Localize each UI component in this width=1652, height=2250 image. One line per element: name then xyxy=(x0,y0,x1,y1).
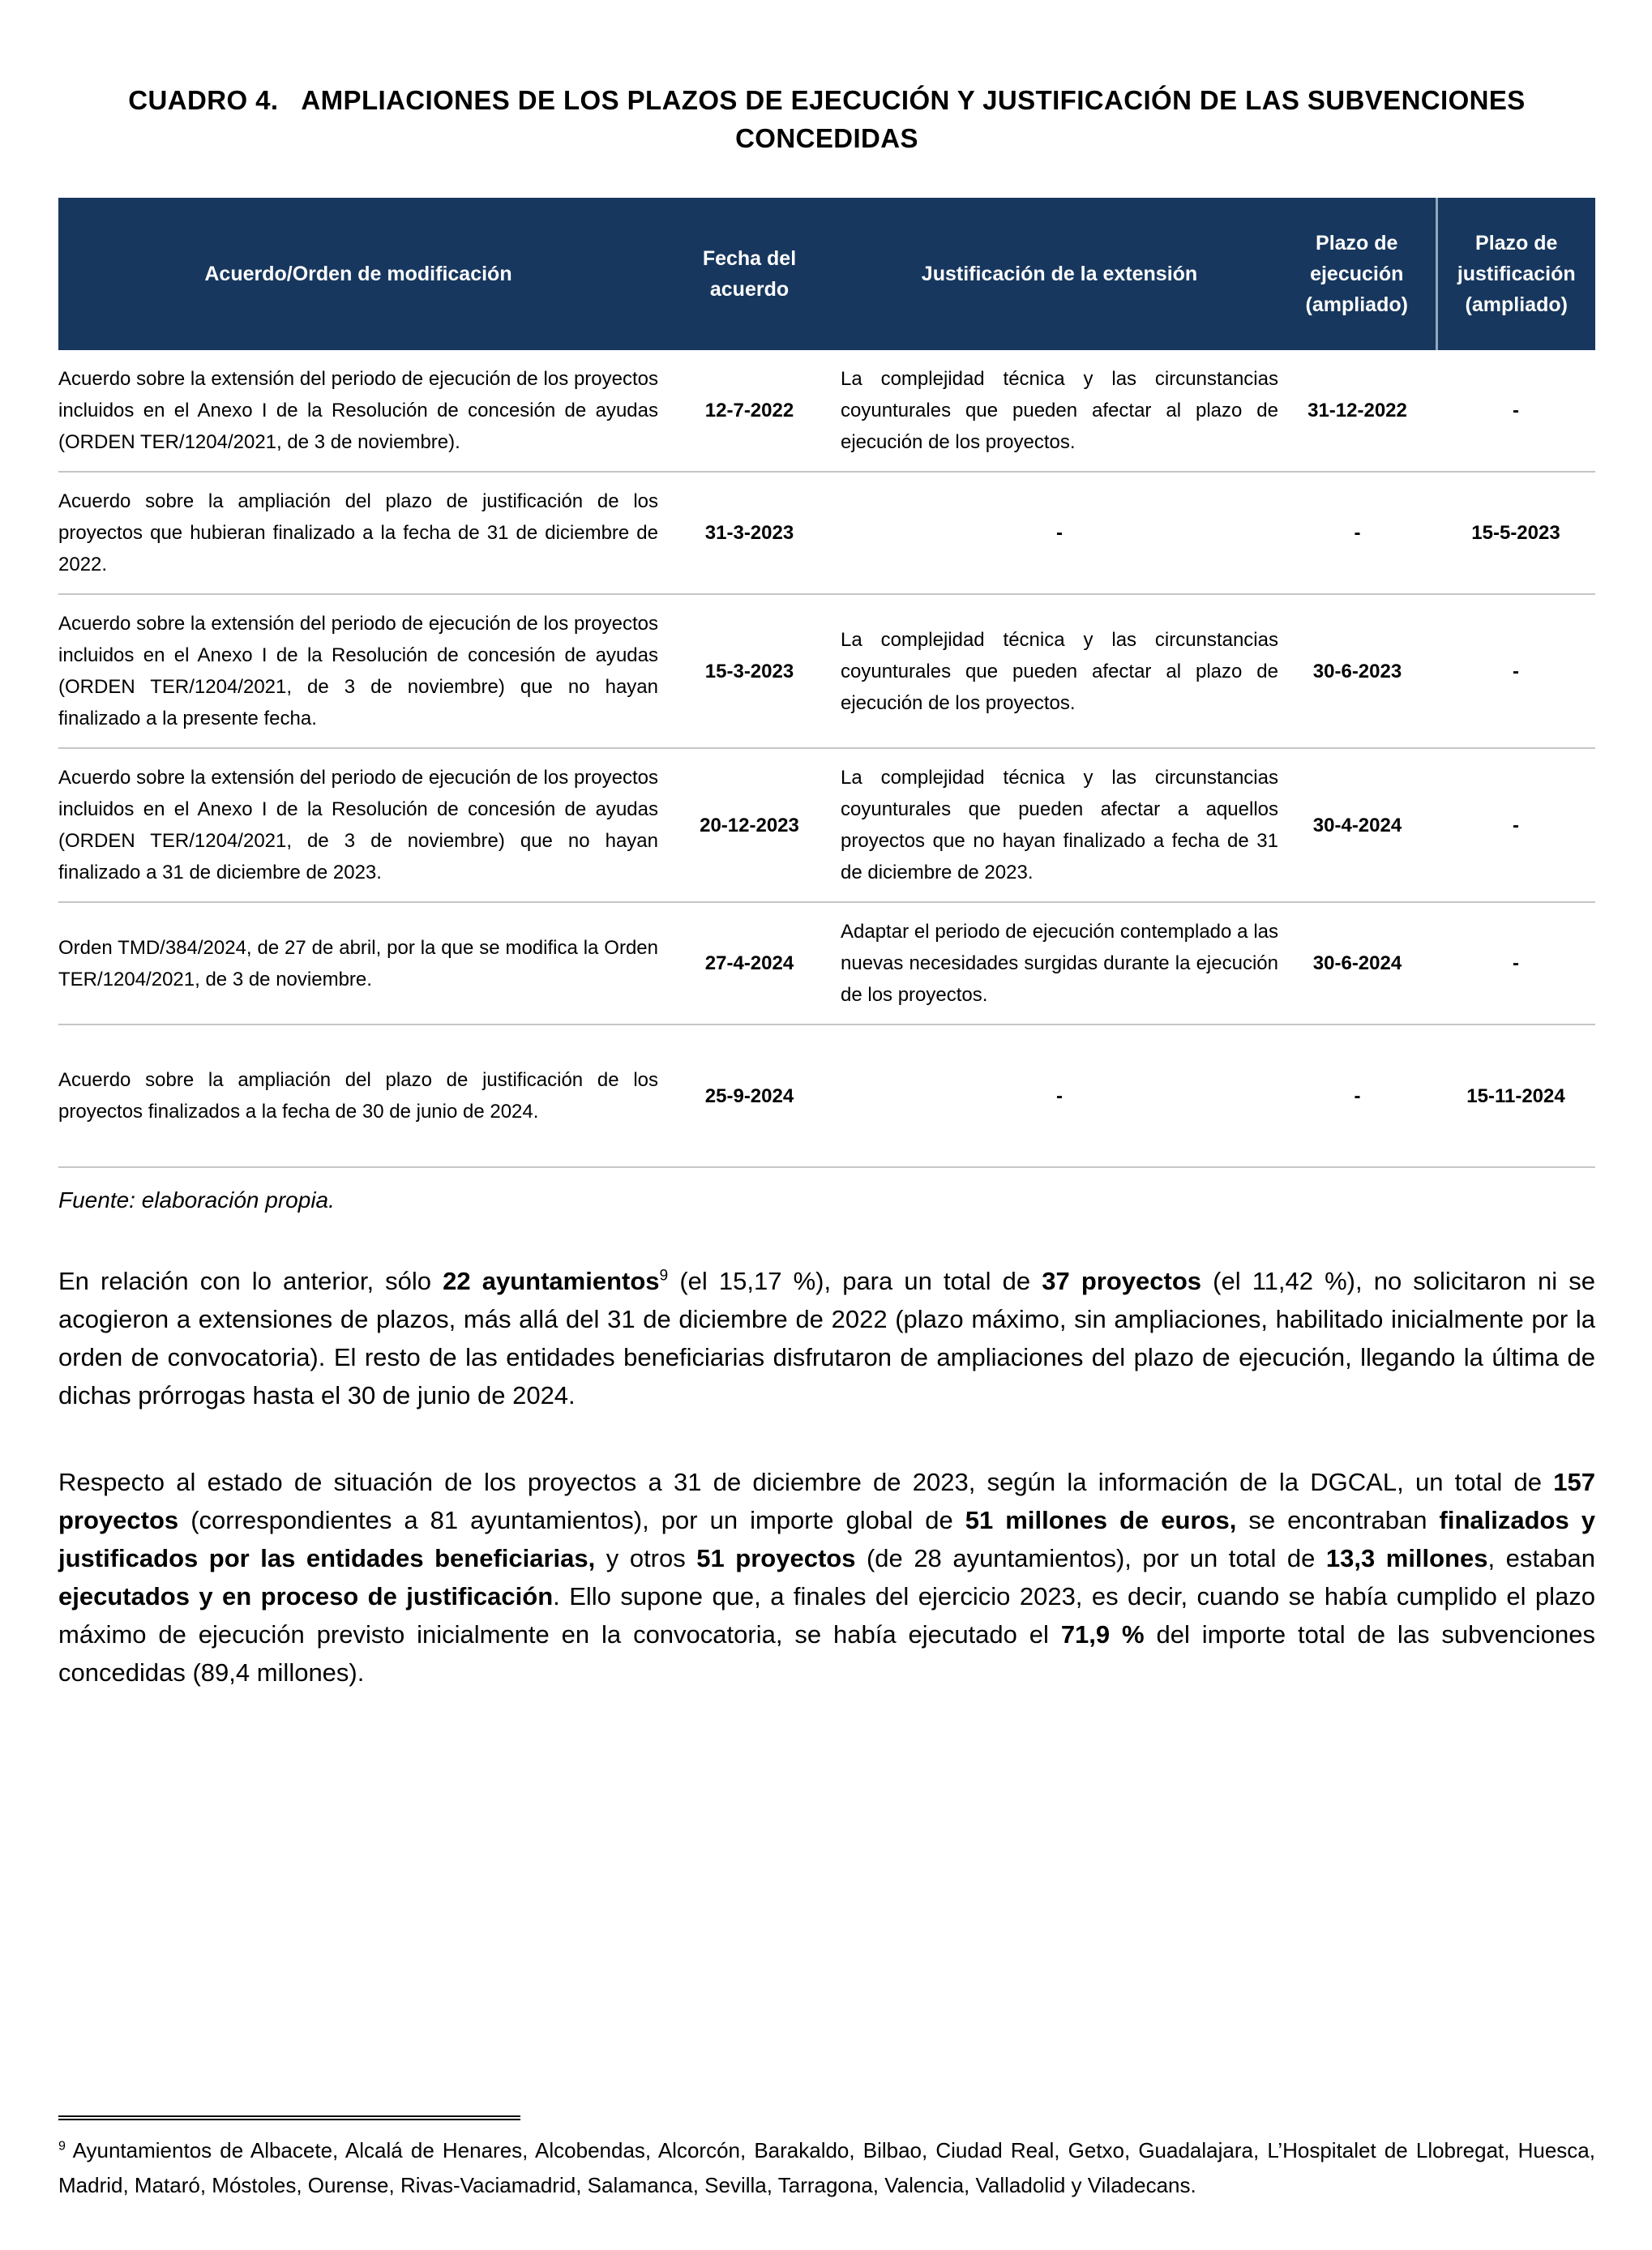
text-run: En relación con lo anterior, sólo xyxy=(58,1267,443,1295)
cell-acuerdo: Acuerdo sobre la extensión del periodo de ejecución de los proyectos incluidos en el Anexo I de la Resolución de concesión de ayudas (ORDEN TER/1204/2021, de 3 de noviembre). xyxy=(58,350,658,472)
cell-plazo_ejecucion: - xyxy=(1278,472,1436,594)
table-row xyxy=(58,748,1595,902)
footnote-separator-rule xyxy=(58,2115,520,2120)
cell-plazo_ejecucion: 30-4-2024 xyxy=(1278,748,1436,902)
cell-plazo_justificacion: - xyxy=(1436,350,1595,472)
text-run: , estaban xyxy=(1487,1544,1595,1572)
cell-fecha: 15-3-2023 xyxy=(658,594,841,748)
bold-text-run: 22 ayuntamientos xyxy=(443,1267,660,1295)
cell-plazo_justificacion: 15-5-2023 xyxy=(1436,472,1595,594)
table-header-row xyxy=(58,198,1595,350)
bold-text-run: 157 proyectos xyxy=(58,1468,1595,1534)
cell-fecha: 20-12-2023 xyxy=(658,748,841,902)
cell-acuerdo: Acuerdo sobre la ampliación del plazo de justificación de los proyectos finalizados a la fecha de 30 de junio de 2024. xyxy=(58,1024,658,1167)
page-title xyxy=(58,81,1595,157)
bold-text-run: 51 proyectos xyxy=(696,1544,856,1572)
superscript-ref: 9 xyxy=(659,1267,669,1285)
bold-text-run: 71,9 % xyxy=(1060,1620,1145,1649)
table-row xyxy=(58,472,1595,594)
cell-justificacion: Adaptar el periodo de ejecución contemplado a las nuevas necesidades surgidas durante la ejecución de los proyectos. xyxy=(841,902,1278,1024)
table-row xyxy=(58,902,1595,1024)
column-header-acuerdo: Acuerdo/Orden de modificación xyxy=(58,198,658,350)
text-run: (de 28 ayuntamientos), por un total de xyxy=(855,1544,1326,1572)
cell-plazo_ejecucion: 31-12-2022 xyxy=(1278,350,1436,472)
text-run: (el 15,17 %), para un total de xyxy=(668,1267,1042,1295)
bold-text-run: ejecutados y en proceso de justificación xyxy=(58,1582,554,1611)
cell-fecha: 31-3-2023 xyxy=(658,472,841,594)
bold-text-run: 51 millones de euros, xyxy=(965,1506,1237,1534)
table-number-label: CUADRO 4. xyxy=(128,85,279,115)
cell-justificacion: La complejidad técnica y las circunstancias coyunturales que pueden afectar al plazo de ejecución de los proyectos. xyxy=(841,350,1278,472)
text-run: (correspondientes a 81 ayuntamientos), por un importe global de xyxy=(178,1506,965,1534)
cell-plazo_justificacion: - xyxy=(1436,594,1595,748)
bold-text-run: finalizados y justificados por las entidades beneficiarias, xyxy=(58,1506,1595,1572)
cell-justificacion: La complejidad técnica y las circunstancias coyunturales que pueden afectar a aquellos proyectos que no hayan finalizado a fecha de 31 de diciembre de 2023. xyxy=(841,748,1278,902)
column-header-plazo_ejecucion: Plazo de ejecución (ampliado) xyxy=(1278,198,1436,350)
cell-acuerdo: Acuerdo sobre la extensión del periodo de ejecución de los proyectos incluidos en el Anexo I de la Resolución de concesión de ayudas (ORDEN TER/1204/2021, de 3 de noviembre) que no hayan finalizado a 31 de diciembre de 2023. xyxy=(58,748,658,902)
table-row xyxy=(58,350,1595,472)
cell-plazo_ejecucion: 30-6-2023 xyxy=(1278,594,1436,748)
source-note: Fuente: elaboración propia. xyxy=(58,1187,335,1213)
table-row xyxy=(58,594,1595,748)
subsidies-table xyxy=(58,198,1595,1168)
cell-acuerdo: Acuerdo sobre la ampliación del plazo de justificación de los proyectos que hubieran finalizado a la fecha de 31 de diciembre de 2022. xyxy=(58,472,658,594)
cell-plazo_justificacion: - xyxy=(1436,902,1595,1024)
cell-justificacion: - xyxy=(841,1024,1278,1167)
cell-acuerdo: Orden TMD/384/2024, de 27 de abril, por la que se modifica la Orden TER/1204/2021, de 3 de noviembre. xyxy=(58,902,658,1024)
body-paragraph-1 xyxy=(58,1262,1595,1414)
table-row xyxy=(58,1024,1595,1167)
bold-text-run: 13,3 millones xyxy=(1325,1544,1488,1572)
text-run: (el 11,42 %), no solicitaron ni se acogieron a extensiones de plazos, más allá del 31 de diciembre de 2022 (plazo máximo, sin ampliaciones, habilitado inicialmente por la orden de convocatoria). El resto de las entidades beneficiarias disfrutaron de ampliaciones del plazo de ejecución, llegando la última de dichas prórrogas hasta el 30 de junio de 2024. xyxy=(58,1267,1595,1409)
table-body xyxy=(58,350,1595,1167)
footnote-text xyxy=(58,2133,1595,2203)
footnote-section xyxy=(58,2115,1595,2203)
cell-fecha: 27-4-2024 xyxy=(658,902,841,1024)
column-header-plazo_justificacion: Plazo de justificación (ampliado) xyxy=(1436,198,1595,350)
table-head xyxy=(58,198,1595,350)
text-run: . Ello supone que, a finales del ejercicio 2023, es decir, cuando se había cumplido el plazo máximo de ejecución previsto inicialmente en la convocatoria, se había ejecutado el xyxy=(58,1582,1595,1649)
text-run: se encontraban xyxy=(1236,1506,1440,1534)
text-run: y otros xyxy=(595,1544,697,1572)
text-run: Ayuntamientos de Albacete, Alcalá de Henares, Alcobendas, Alcorcón, Barakaldo, Bilbao, Ciudad Real, Getxo, Guadalajara, L’Hospitalet de Llobregat, Huesca, Madrid, Mataró, Móstoles, Ourense, Rivas-Vaciamadrid, Salamanca, Sevilla, Tarragona, Valencia, Valladolid y Viladecans. xyxy=(58,2138,1595,2197)
body-paragraph-2 xyxy=(58,1463,1595,1692)
cell-fecha: 12-7-2022 xyxy=(658,350,841,472)
cell-plazo_justificacion: - xyxy=(1436,748,1595,902)
cell-fecha: 25-9-2024 xyxy=(658,1024,841,1167)
superscript-ref: 9 xyxy=(58,2138,66,2154)
column-header-fecha: Fecha del acuerdo xyxy=(658,198,841,350)
cell-acuerdo: Acuerdo sobre la extensión del periodo de ejecución de los proyectos incluidos en el Anexo I de la Resolución de concesión de ayudas (ORDEN TER/1204/2021, de 3 de noviembre) que no hayan finalizado a la presente fecha. xyxy=(58,594,658,748)
text-run: del importe total de las subvenciones concedidas (89,4 millones). xyxy=(58,1620,1595,1687)
cell-justificacion: - xyxy=(841,472,1278,594)
table-title-text: AMPLIACIONES DE LOS PLAZOS DE EJECUCIÓN Y JUSTIFICACIÓN DE LAS SUBVENCIONES CONCEDIDAS xyxy=(301,85,1526,153)
cell-plazo_ejecucion: 30-6-2024 xyxy=(1278,902,1436,1024)
text-run: Respecto al estado de situación de los proyectos a 31 de diciembre de 2023, según la información de la DGCAL, un total de xyxy=(58,1468,1554,1496)
cell-justificacion: La complejidad técnica y las circunstancias coyunturales que pueden afectar al plazo de ejecución de los proyectos. xyxy=(841,594,1278,748)
column-header-justificacion: Justificación de la extensión xyxy=(841,198,1278,350)
bold-text-run: 37 proyectos xyxy=(1042,1267,1202,1295)
cell-plazo_justificacion: 15-11-2024 xyxy=(1436,1024,1595,1167)
cell-plazo_ejecucion: - xyxy=(1278,1024,1436,1167)
